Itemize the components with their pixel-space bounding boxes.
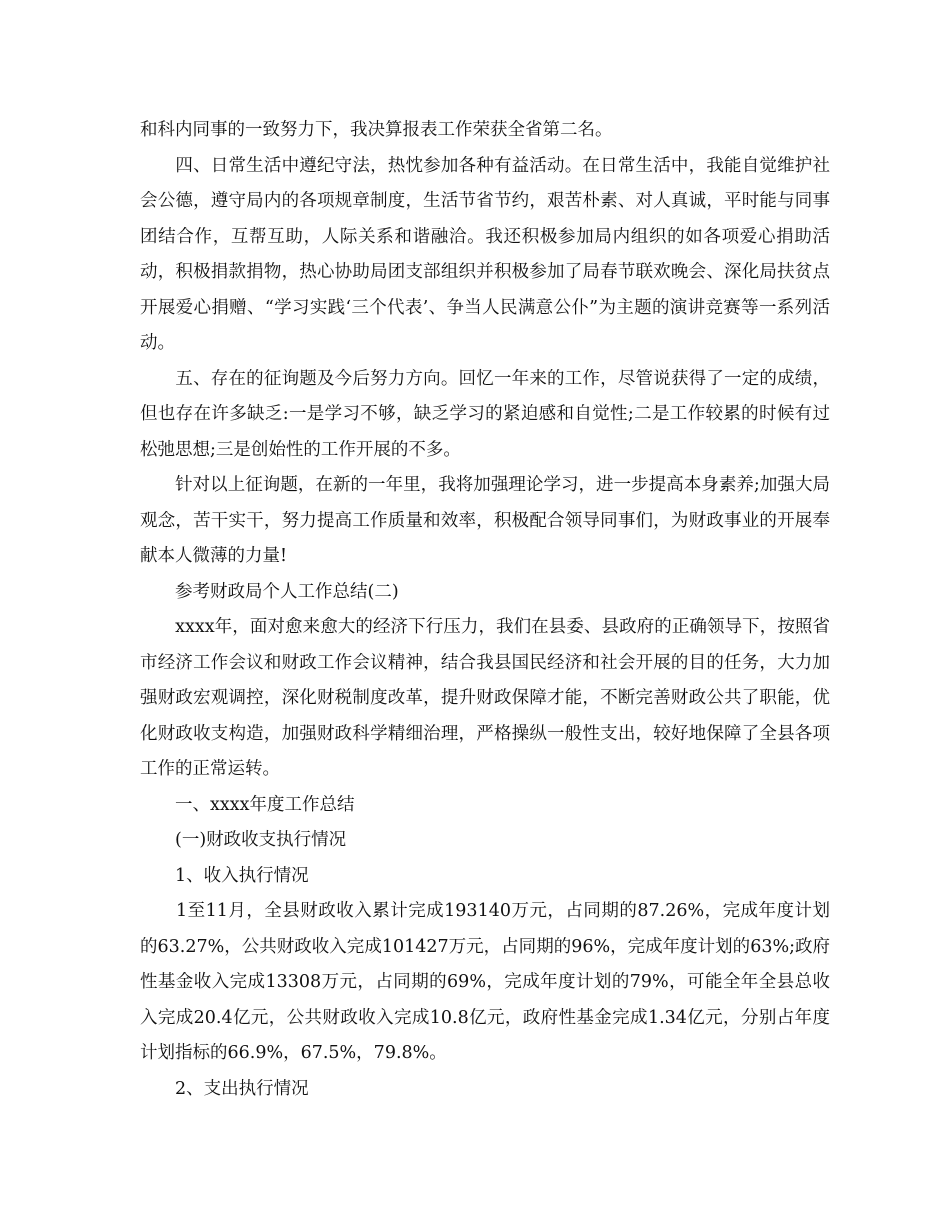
paragraph-revenue-figures: 1至11月，全县财政收入累计完成193140万元，占同期的87.26%，完成年度计划的63.27%，公共财政收入完成101427万元，占同期的96%，完成年度计划的63%;政府性基金收入完成13308万元，占同期的69%，完成年度计划的79%，可能全年全县总收入完成20.4亿元，公共财政收入完成10.8亿元，政府性基金完成1.34亿元，分别占年度计划指标的66.9%，67.5%，79.8%。 <box>140 901 830 1063</box>
paragraph-4: 针对以上征询题，在新的一年里，我将加强理论学习，进一步提高本身素养;加强大局观念，苦干实干，努力提高工作质量和效率，积极配合领导同事们，为财政事业的开展奉献本人微薄的力量! <box>140 475 830 566</box>
heading-expenditure-execution: 2、支出执行情况 <box>140 1078 309 1099</box>
paragraph-2: 四、日常生活中遵纪守法，热忱参加各种有益活动。在日常生活中，我能自觉维护社会公德，遵守局内的各项规章制度，生活节省节约，艰苦朴素、对人真诚，平时能与同事团结合作，互帮互助，人际关系和谐融洽。我还积极参加局内组织的如各项爱心捐助活动，积极捐款捐物，热心协助局团支部组织并积极参加了局春节联欢晚会、深化局扶贫点开展爱心捐赠、“学习实践‘三个代表’、争当人民满意公仆”为主题的演讲竞赛等一系列活动。 <box>140 155 830 353</box>
paragraph-3: 五、存在的征询题及今后努力方向。回忆一年来的工作，尽管说获得了一定的成绩，但也存在许多缺乏:一是学习不够，缺乏学习的紧迫感和自觉性;二是工作较累的时候有过松弛思想;三是创始性的工作开展的不多。 <box>140 368 830 460</box>
paragraph-1: 和科内同事的一致努力下，我决算报表工作荣获全省第二名。 <box>140 120 613 140</box>
heading-revenue-execution: 1、收入执行情况 <box>140 865 309 886</box>
section-heading-2: 参考财政局个人工作总结(二) <box>140 581 399 602</box>
heading-annual-summary: 一、xxxx年度工作总结 <box>140 794 355 815</box>
heading-fiscal-execution: (一)财政收支执行情况 <box>140 830 347 850</box>
paragraph-6: xxxx年，面对愈来愈大的经济下行压力，我们在县委、县政府的正确领导下，按照省市经济工作会议和财政工作会议精神，结合我县国民经济和社会开展的目的任务，大力加强财政宏观调控，深化财税制度改革，提升财政保障才能，不断完善财政公共了职能，优化财政收支构造，加强财政科学精细治理，严格操纵一般性支出，较好地保障了全县各项工作的正常运转。 <box>140 617 830 779</box>
document-body <box>140 113 830 1107</box>
